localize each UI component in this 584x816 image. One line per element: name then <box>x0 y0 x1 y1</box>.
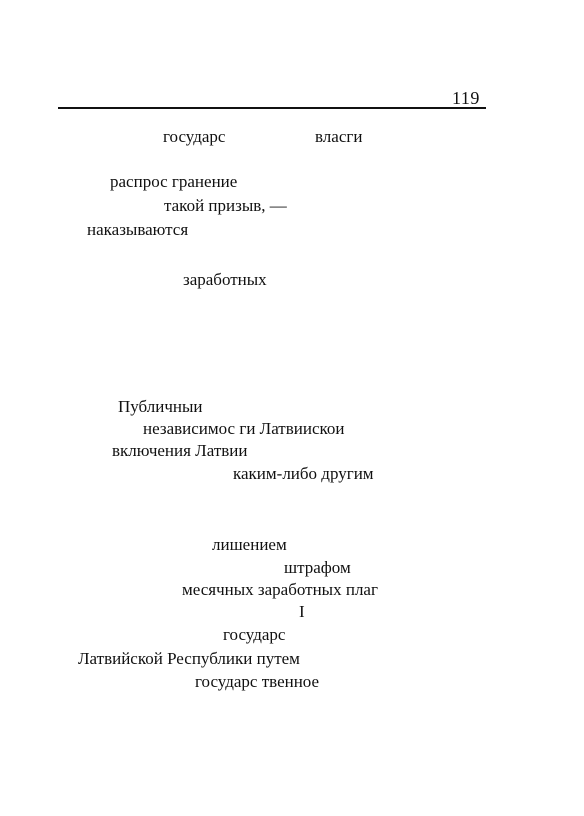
header-rule <box>58 107 486 109</box>
text-fragment: штрафом <box>284 558 351 577</box>
text-fragment: государс твенное <box>195 672 320 691</box>
text-fragment: Латвийской Республики путем <box>78 649 300 668</box>
text-fragment: каким-либо другим <box>233 464 374 483</box>
text-fragment: распрос гранение <box>110 172 238 191</box>
text-fragment: государс <box>223 625 286 644</box>
text-fragment: независимос ги Латвиискои <box>143 419 345 438</box>
text-fragment: такой призыв, — <box>164 196 287 215</box>
text-fragment: наказываются <box>87 220 189 239</box>
text-fragment: лишением <box>212 535 287 554</box>
text-fragment: месячных заработных плаг <box>182 580 378 599</box>
text-fragment: включения Латвии <box>112 441 248 460</box>
text-fragment: Публичныи <box>118 397 203 416</box>
text-fragment: заработных <box>183 270 267 289</box>
text-fragment: власги <box>315 127 363 146</box>
text-fragment: государс <box>163 127 226 146</box>
page-number: 119 <box>452 88 480 108</box>
text-fragment: I <box>299 602 305 621</box>
